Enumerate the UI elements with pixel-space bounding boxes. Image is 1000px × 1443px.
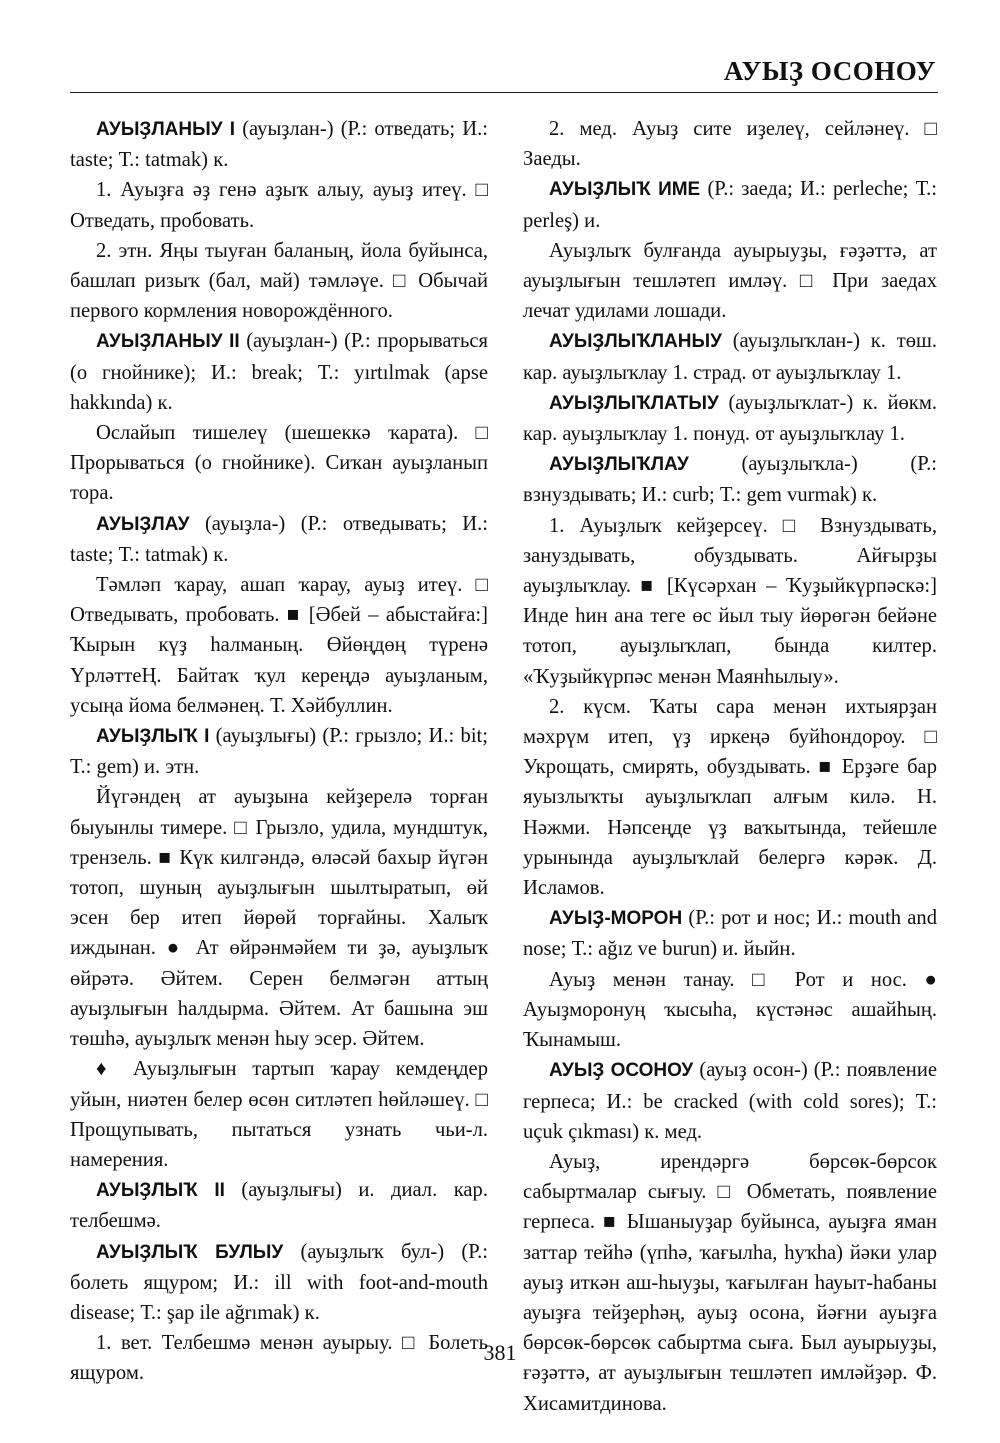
dictionary-paragraph	[70, 1237, 488, 1329]
entry-text: 1. вет. Телбешмә менән ауырыу. □ Болеть ящуром.	[70, 1332, 488, 1385]
entry-text: (ауыҙлығы) (Р.: грызло; И.: bit; Т.: gem) и. этн.	[70, 725, 488, 779]
entry-text: (ауыҙлан-) (Р.: прорываться (о гнойнике); И.: break; Т.: yırtılmak (apse hakkında) к.	[70, 330, 488, 414]
entry-headword: АУЫҘЛЫҠЛАНЫУ	[549, 331, 722, 353]
entry-text: (ауыҙлығы) и. диал. кар. телбешмә.	[70, 1179, 488, 1233]
dictionary-paragraph	[70, 175, 488, 235]
dictionary-paragraph	[523, 388, 937, 449]
entry-text: 2. этн. Яңы тыуған баланың, йола буйынса, башлап ризыҡ (бал, май) тәмләүе. □ Обычай первого кормления новорождённого.	[70, 239, 488, 323]
entry-text: Йүгәндең ат ауыҙына кейҙерелә торған быуынлы тимере. □ Грызло, удила, мундштук, трензель. ■ Күк килгәндә, өләсәй бахыр йүгән тотоп, шуның ауыҙлығын шылтыратып, өй эсен бер итеп йөрөй торғайны. Халыҡ иждынан. ● Ат өйрәнмәйем ти ҙә, ауыҙлыҡ өйрәтә. Әйтем. Серен белмәгән аттың ауыҙлығын һалдырма. Әйтем. Ат башына эш төшһә, ауыҙлыҡ менән һыу эсер. Әйтем.	[70, 786, 488, 1051]
dictionary-paragraph	[70, 114, 488, 175]
entry-text: Ауыҙлыҡ булғанда ауырыуҙы, ғәҙәттә, ат ауыҙлығын тешләтеп имләү. □ При заедах лечат удилами лошади.	[523, 239, 937, 323]
entry-headword: АУЫҘЛАНЫУ I	[96, 119, 236, 140]
entry-text: (Р.: рот и нос; И.: mouth and nose; Т.: ağız ve burun) и. йыйн.	[523, 907, 937, 961]
entry-text: (ауыҙлыҡлат-) к. йөкм. кар. ауыҙлыҡлау 1. понуд. от ауыҙлыҡлау 1.	[523, 391, 937, 446]
dictionary-paragraph	[70, 418, 488, 509]
left-column	[70, 114, 488, 1389]
entry-text: 1. Ауыҙға әҙ генә аҙыҡ алыу, ауыҙ итеү. □ Отведать, пробовать.	[70, 179, 488, 232]
entry-text: (Р.: заеда; И.: perleche; Т.: perleş) и.	[523, 178, 938, 232]
dictionary-paragraph	[70, 721, 488, 782]
dictionary-paragraph	[523, 236, 937, 327]
entry-text: (ауыҙлыҡ бул-) (Р.: болеть ящуром; И.: ill with foot-and-mouth disease; Т.: şap ile ağrımak) к.	[70, 1240, 488, 1324]
right-column	[523, 114, 937, 1419]
entry-headword: АУЫҘЛАУ	[96, 513, 190, 535]
header-rule	[70, 92, 938, 93]
entry-text: 2. күсм. Ҡаты сара менән ихтыярҙан мәхрүм итеп, үҙ иркеңә буйһондороу. □ Укрощать, смирять, обуздывать. ■ Ерҙәге бар яуызлыҡты ауыҙлыҡлап алғым килә. Н. Нәжми. Нәпсеңде үҙ ваҡытында, тейешле урынында ауыҙлыҡлай белергә кәрәк. Д. Исламов.	[523, 695, 937, 900]
dictionary-paragraph	[523, 903, 937, 964]
entry-headword: АУЫҘ-МОРОН	[549, 908, 683, 930]
entry-text: Ауыҙ, ирендәргә бөрсөк-бөрсок сабыртмалар сығыу. □ Обметать, появление герпеса. ■ Ышаныуҙар буйынса, ауыҙға яман заттар тейһә (үпһә, ҡағылһа, һуҡһа) йәки улар ауыҙ иткән аш-һыуҙы, ҡағылған һауыт-һабаны ауыҙға тейҙерһәң, ауыҙ осона, йәғни ауыҙға бөрсөк-бөрсөк сабыртма сыға. Был ауырыуҙы, ғәҙәттә, ат ауыҙлығын тешләтеп имләйҙәр. Ф. Хисамитдинова.	[523, 1150, 937, 1415]
entry-headword: АУЫҘЛЫҠ ИМЕ	[549, 179, 701, 201]
dictionary-paragraph	[70, 782, 488, 1054]
dictionary-paragraph	[523, 965, 937, 1056]
entry-text: Тәмләп ҡарау, ашап ҡарау, ауыҙ итеү. □ Отведывать, пробовать. ■ [Әбей – абыстайға:] Ҡырын күҙ һалманың. Өйөңдөң түренә ҮрләттеҢ. Байтаҡ ҡул кереңдә ауыҙланым, усыңа йома белмәнең. Т. Хәйбуллин.	[70, 574, 488, 717]
page-number: 381	[483, 1340, 517, 1365]
entry-headword: АУЫҘ ОСОНОУ	[549, 1060, 694, 1082]
entry-headword: АУЫҘЛЫҠЛАТЫУ	[549, 392, 719, 414]
entry-text: (ауыҙла-) (Р.: отведывать; И.: taste; Т.: tatmak) к.	[70, 512, 488, 566]
dictionary-paragraph	[523, 114, 937, 174]
entry-text: (ауыҙ осон-) (Р.: появление герпеса; И.: be cracked (with cold sores); Т.: uçuk çıkması) к. мед.	[523, 1059, 937, 1143]
entry-text: ♦ Ауыҙлығын тартып ҡарау кемдеңдер уйын, ниәтен белер өсөн ситләтеп һөйләшеү. □ Прощупывать, пытаться узнать чьи-л. намерения.	[70, 1058, 488, 1171]
entry-text: (ауыҙлыҡла-) (Р.: взнуздывать; И.: curb; Т.: gem vurmak) к.	[523, 453, 937, 507]
entry-text: 2. мед. Ауыҙ сите иҙелеү, сейләнеү. □ Заеды.	[523, 118, 937, 171]
dictionary-paragraph	[523, 1147, 937, 1419]
dictionary-paragraph	[70, 509, 488, 570]
entry-text: 1. Ауыҙлыҡ кейҙерсеү. □ Взнуздывать, зануздывать, обуздывать. Айғырҙы ауыҙлыҡлау. ■ [Күсәрхан – Ҡуҙыйкүрпәскә:] Инде һин ана теге өс йыл тыу йөрөгән бейәне тотоп, ауыҙлыҡлап, бында килтер. «Ҡуҙыйкүрпәс менән Маянһылыу».	[523, 514, 937, 688]
entry-text: Ослайып тишелеү (шешеккә ҡарата). □ Прорываться (о гнойнике). Сиҡан ауыҙланып тора.	[70, 422, 488, 505]
dictionary-paragraph	[523, 326, 937, 387]
dictionary-paragraph	[523, 511, 937, 692]
dictionary-paragraph	[523, 1055, 937, 1147]
dictionary-paragraph	[70, 570, 488, 721]
entry-text: (ауыҙлан-) (Р.: отведать; И.: taste; Т.: tatmak) к.	[70, 118, 488, 172]
dictionary-paragraph	[523, 449, 937, 510]
running-title: АУЫҘ ОСОНОУ	[723, 56, 936, 86]
dictionary-paragraph	[70, 326, 488, 418]
dictionary-paragraph	[70, 1175, 488, 1236]
dictionary-paragraph	[70, 236, 488, 327]
entry-headword: АУЫҘЛЫҠЛАУ	[549, 454, 689, 476]
dictionary-paragraph	[523, 174, 937, 235]
entry-text: Ауыҙ менән танау. □ Рот и нос. ● Ауыҙморонуң ҡысыһа, күстәнәс ашайһың. Ҡынамыш.	[523, 968, 937, 1052]
dictionary-paragraph	[523, 692, 937, 903]
entry-headword: АУЫҘЛЫҠ II	[96, 1180, 225, 1202]
entry-headword: АУЫҘЛАНЫУ II	[96, 331, 240, 353]
dictionary-paragraph	[70, 1054, 488, 1175]
entry-headword: АУЫҘЛЫҠ БУЛЫУ	[96, 1241, 284, 1263]
entry-text: (ауыҙлыҡлан-) к. төш. кар. ауыҙлыҡлау 1. страд. от ауыҙлыҡлау 1.	[523, 330, 937, 384]
entry-headword: АУЫҘЛЫҠ I	[96, 726, 210, 748]
